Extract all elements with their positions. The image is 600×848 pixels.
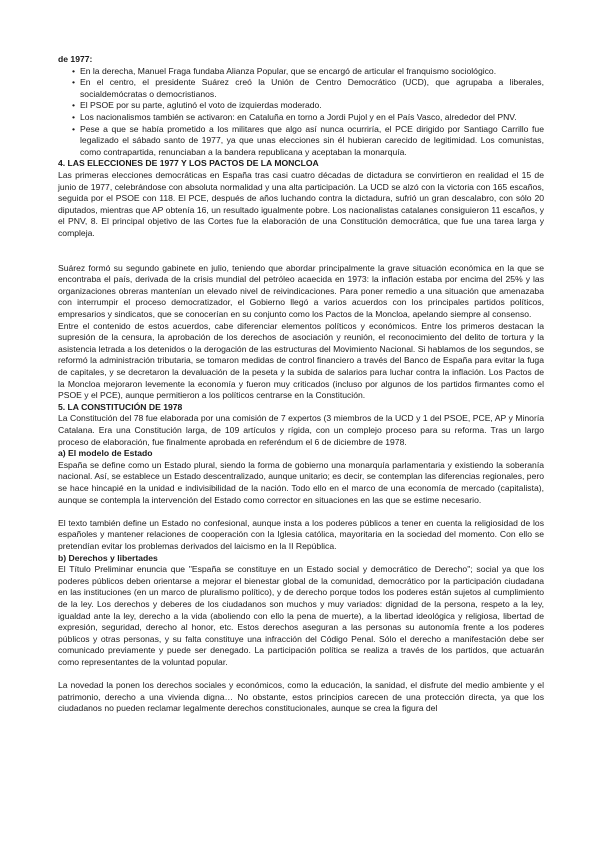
list-item: • Pese a que se había prometido a los militares que algo así nunca ocurriría, el PCE dirigido por Santiago Carrillo fue legalizado el sábado santo de 1977, ya que unas elecciones sin él hubieran carecido de legitimidad. Los comunistas, como contrapartida, renunciaban a la bandera republicana y aceptaban la monarquía. [80,124,544,159]
spacer [58,506,544,518]
paragraph: La novedad la ponen los derechos sociales y económicos, como la educación, la sanidad, el disfrute del medio ambiente y el patrimonio, derecho a una vivienda digna… No obstante, estos principios carecen de una protección directa, ya que los ciudadanos no pueden reclamar legalmente derechos constitucionales, aunque se crea la figura del [58,680,544,714]
paragraph: La Constitución del 78 fue elaborada por una comisión de 7 expertos (3 miembros de la UCD y 1 del PSOE, PCE, AP y Minoría Catalana. Era una Constitución larga, de 109 artículos y rígida, con un complejo proceso para su reforma. Tras un largo proceso de elaboración, fue finalmente aprobada en referéndum el 6 de diciembre de 1978. [58,413,544,447]
list-item: • El PSOE por su parte, aglutinó el voto de izquierdas moderado. [80,100,544,112]
list-item: • En el centro, el presidente Suárez creó la Unión de Centro Democrático (UCD), que agrupaba a liberales, socialdemócratas o democristianos. [80,77,544,100]
paragraph: El Título Preliminar enuncia que "España se constituye en un Estado social y democrático de Derecho"; social ya que los poderes públicos deben orientarse a mejorar el bienestar global de la comunidad, democrático por la participación ciudadana en las instituciones (en un marco de pluralismo político), y de derecho porque todos los poderes están sujetos al cumplimiento de la ley. Los derechos y deberes de los ciudadanos son muchos y muy variados: dignidad de la persona, respeto a la ley, igualdad ante la ley, derecho a la vida (aboliendo con ello la pena de muerte), a la libertad ideológica y religiosa, libertad de expresión, seguridad, derecho al honor, etc. Estos derechos aseguran a las personas su autonomía frente a los poderes públicos y otras personas, y su falta constituye una infracción del Código Penal. Sólo el derecho a manifestación debe ser comunicado previamente y puede ser denegado. La participación política se realiza a través de los partidos, que actuarán como representantes de la voluntad popular. [58,564,544,667]
intro-line: de 1977: [58,54,93,64]
spacer [58,668,544,680]
paragraph: Suárez formó su segundo gabinete en julio, teniendo que abordar principalmente la grave situación económica en la que se encontraba el país, derivada de la crisis mundial del petróleo acaecida en 1973: la inflación estaba por encima del 25% y las organizaciones obreras mantenían un elevado nivel de reivindicaciones. Para poner remedio a una situación que amenazaba con interrumpir el proceso democratizador, el Gobierno llegó a varios acuerdos con los principales partidos políticos, empresarios y sindicatos, que se conocerían en su conjunto como los Pactos de la Moncloa, apelando siempre al consenso. [58,262,544,320]
paragraph: Las primeras elecciones democráticas en España tras casi cuatro décadas de dictadura se convirtieron en realidad el 15 de junio de 1977, celebrándose con absoluta normalidad y una alta participación. La UCD se alzó con la victoria con 165 escaños, seguida por el PSOE con 118. El PCE, después de años luchando contra la dictadura, sufrió un gran descalabro, con sólo 20 diputados, mientras que AP obtenía 16, un resultado igualmente pobre. Los nacionalistas catalanes consiguieron 11 escaños, y el PNV, 8. El principal objetivo de las Cortes fue la elaboración de una Constitución democrática, que fue una tarea larga y compleja. [58,169,544,238]
section-5-title: 5. LA CONSTITUCIÓN DE 1978 [58,401,183,412]
list-item: • En la derecha, Manuel Fraga fundaba Alianza Popular, que se encargó de articular el franquismo sociológico. [80,66,544,78]
document-body [58,54,544,715]
paragraph: El texto también define un Estado no confesional, aunque insta a los poderes públicos a tener en cuenta la religiosidad de los españoles y mantener relaciones de cooperación con la Iglesia católica, mayoritaria en la sociedad del momento. Con ello se pretendían evitar los problemas derivados del laicismo en la II República. [58,517,544,551]
subsection-a-title: a) El modelo de Estado [58,448,153,459]
spacer [58,251,544,263]
paragraph: Entre el contenido de estos acuerdos, cabe diferenciar elementos políticos y económicos. Entre los primeros destacan la supresión de la censura, la aprobación de los derechos de asociación y reunión, el reconocimiento del delito de tortura y la asistencia letrada a los detenidos o la derogación de las estructuras del Movimiento Nacional. Si hablamos de los segundos, se reformó la administración tributaria, se tomaron medidas de control financiero a través del Banco de España para evitar la fuga de capitales, y se decretaron la devaluación de la peseta y la subida de salarios para luchar contra la inflación. Los Pactos de la Moncloa mejoraron levemente la economía y fueron muy criticados (incluso por algunos de los partidos firmantes como el PSOE y el PCE), aunque permitieron a los políticos centrarse en la Constitución. [58,320,544,401]
section-4-title: 4. LAS ELECCIONES DE 1977 Y LOS PACTOS DE LA MONCLOA [58,158,319,169]
subsection-b-title: b) Derechos y libertades [58,552,158,563]
spacer [58,240,544,252]
paragraph: España se define como un Estado plural, siendo la forma de gobierno una monarquía parlamentaria y existiendo la soberanía nacional. Así, se establece un Estado descentralizado, aunque unitario; es decir, se contemplan las diferencias regionales, pero se hace hincapié en la unidad e indivisibilidad de la nación. Todo ello en el marco de una economía de mercado (capitalista), aunque se contempla la intervención del Estado como corrector en situaciones en las que se estime necesario. [58,459,544,505]
list-item: • Los nacionalismos también se activaron: en Cataluña en torno a Jordi Pujol y en el País Vasco, alrededor del PNV. [80,112,544,124]
bullet-list [58,66,544,159]
